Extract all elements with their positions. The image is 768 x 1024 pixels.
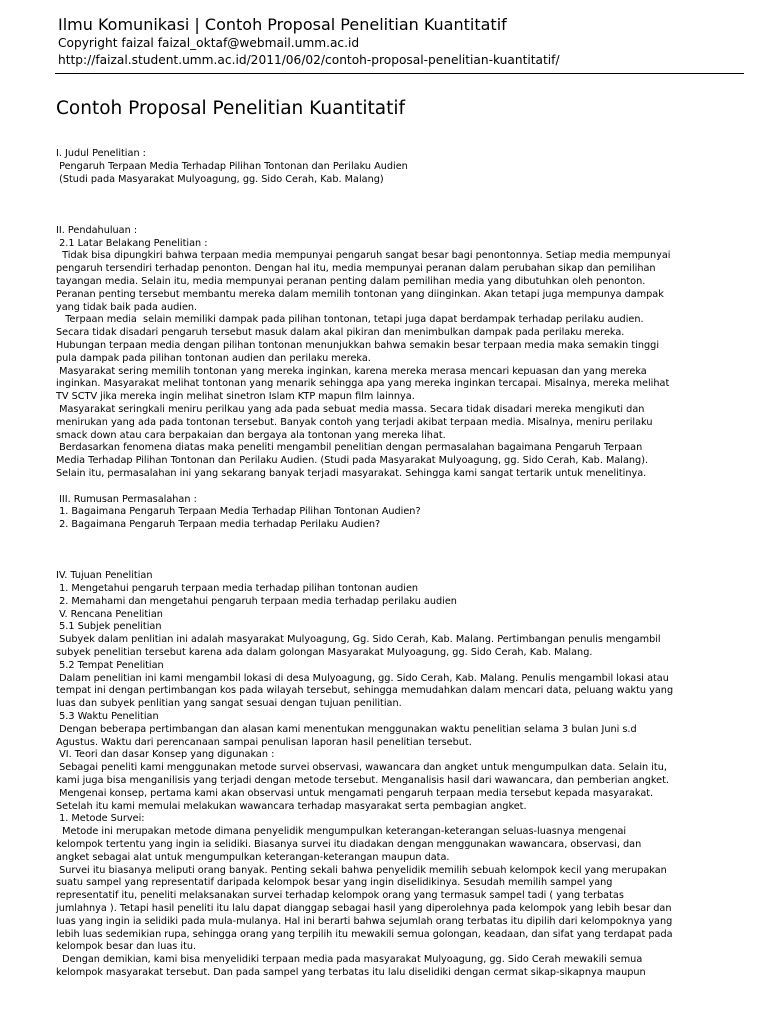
body-line: kami juga bisa menganilisis yang terjadi dengan metode tersebut. Menganalisis hasil dari wawancara, dan pemberian angket.: [56, 775, 669, 787]
blank-line: [56, 558, 718, 571]
body-line: 5.3 Waktu Penelitian: [56, 711, 159, 723]
body-line: smack down atau cara berpakaian dan bergaya ala tontonan yang mereka lihat.: [56, 429, 446, 441]
body-line: I. Judul Penelitian :: [56, 148, 146, 159]
blank-line: [56, 186, 718, 199]
body-line: V. Rencana Penelitian: [56, 608, 163, 620]
body-line: luas dan subyek penlitian yang sangat sesuai dengan tujuan penilitian.: [56, 698, 402, 710]
body-line: III. Rumusan Permasalahan :: [56, 493, 197, 505]
body-line: suatu sampel yang representatif daripada kelompok besar yang ingin diselidikinya. Sesudah memilih sampel yang: [56, 877, 613, 889]
body-line: Subyek dalam penlitian ini adalah masyarakat Mulyoagung, Gg. Sido Cerah, Kab. Malang. Pertimbangan penulis mengambil: [56, 634, 661, 646]
body-line: subyek penelitian tersebut karena ada dalam golongan Masyarakat Mulyoagung, gg. Sido Cerah, Kab. Malang.: [56, 647, 593, 659]
body-line: Agustus. Waktu dari perencanaan sampai penulisan laporan hasil penelitian tersebut.: [56, 736, 472, 748]
body-line: Dengan beberapa pertimbangan dan alasan kami menentukan menggunakan waktu penelitian selama 3 bulan Juni s.d: [56, 723, 637, 735]
body-line: angket sebagai alat untuk mengumpulkan keterangan-keterangan maupun data.: [56, 851, 450, 863]
body-line: Secara tidak disadari pengaruh tersebut masuk dalam akal pikiran dan menimbulkan dampak pada perilaku mereka.: [56, 327, 625, 339]
body-line: kelompok besar dan luas itu.: [56, 941, 197, 953]
body-line: Hubungan terpaan media dengan pilihan tontonan menunjukkan bahwa semakin besar terpaan media maka semakin tinggi: [56, 339, 660, 351]
body-line: Survei itu biasanya meliputi orang banyak. Penting sekali bahwa penyelidik memilih sebuah kelompok kecil yang merupakan: [56, 864, 667, 876]
body-line: II. Pendahuluan :: [56, 224, 138, 236]
body-line: IV. Tujuan Penelitian: [56, 570, 153, 582]
blank-line: [56, 481, 718, 494]
blank-line: [56, 212, 718, 225]
body-line: Metode ini merupakan metode dimana penyelidik mengumpulkan keterangan-keterangan seluas-luasnya mengenai: [56, 826, 627, 838]
body-line: Dalam penelitian ini kami mengambil lokasi di desa Mulyoagung, gg. Sido Cerah, Kab. Malang. Penulis mengambil lokasi atau: [56, 672, 669, 684]
blank-line: [56, 199, 718, 212]
blank-line: [56, 532, 718, 545]
source-url[interactable]: http://faizal.student.umm.ac.id/2011/06/02/contoh-proposal-penelitian-kuantitatif/: [58, 53, 560, 67]
body-line: inginkan. Masyarakat melihat tontonan yang menarik sehingga apa yang mereka inginkan tercapai. Misalnya, mereka melihat: [56, 378, 670, 390]
body-line: 5.1 Subjek penelitian: [56, 621, 162, 633]
body-line: 2.1 Latar Belakang Penelitian :: [56, 237, 208, 249]
body-line: TV SCTV jika mereka ingin melihat sinetron Islam KTP mapun film lainnya.: [56, 391, 415, 403]
body-line: 1. Mengetahui pengaruh terpaan media terhadap pilihan tontonan audien: [56, 583, 419, 595]
body-line: luas yang ingin ia selidiki pada mula-mulanya. Hal ini berarti bahwa sejumlah orang terbatas itu dipilih dari kelompoknya yang: [56, 915, 673, 927]
body-line: Pengaruh Terpaan Media Terhadap Pilihan Tontonan dan Perilaku Audien: [56, 160, 408, 172]
body-line: 1. Metode Survei:: [56, 813, 145, 825]
body-line: jumlahnya ). Tetapi hasil peneliti itu lalu dapat dianggap sebagai hasil yang diperolehnya pada kelompok yang lebih besar dan: [56, 903, 672, 915]
body-line: 1. Bagaimana Pengaruh Terpaan Media Terhadap Pilihan Tontonan Audien?: [56, 506, 421, 518]
body-line: kelompok masyarakat tersebut. Dan pada sampel yang terbatas itu lalu diselidiki dengan cermat sikap-sikapnya maupun: [56, 967, 646, 978]
body-line: 2. Memahami dan mengetahui pengaruh terpaan media terhadap perilaku audien: [56, 595, 457, 607]
body-line: Sebagai peneliti kami menggunakan metode survei observasi, wawancara dan angket untuk mengumpulkan data. Selain itu,: [56, 762, 667, 774]
copyright-line: Copyright faizal faizal_oktaf@webmail.umm.ac.id: [58, 36, 360, 50]
body-line: 5.2 Tempat Penelitian: [56, 659, 164, 671]
body-line: Dengan demikian, kami bisa menyelidiki terpaan media pada masyarakat Mulyoagung, gg. Sido Cerah mewakili semua: [56, 954, 643, 966]
body-line: kelompok tertentu yang ingin ia selidiki. Biasanya survei itu diadakan dengan menggunakan wawancara, observasi, dan: [56, 839, 642, 851]
body-line: Setelah itu kami memulai melakukan wawancara terhadap masyarakat serta pembagian angket.: [56, 800, 527, 812]
header-divider: [55, 73, 744, 74]
page-header: [58, 15, 738, 69]
body-line: tayangan media. Selain itu, media mempunyai peranan penting dalam pemilihan media yang dibutuhkan oleh penonton.: [56, 275, 646, 287]
body-line: Berdasarkan fenomena diatas maka peneliti mengambil penelitian dengan permasalahan bagaimana Pengaruh Terpaan: [56, 442, 643, 454]
body-line: Media Terhadap Pilihan Tontonan dan Perilaku Audien. (Studi pada Masyarakat Mulyoagung, gg. Sido Cerah, Kab. Malang).: [56, 455, 649, 467]
body-line: Masyarakat seringkali meniru perilkau yang ada pada sebuat media massa. Secara tidak disadari mereka mengikuti dan: [56, 403, 645, 415]
body-line: pengaruh tersendiri terhadap penonton. Dengan hal itu, media mempunyai peranan dalam perubahan sikap dan pemilihan: [56, 263, 656, 275]
body-line: Tidak bisa dipungkiri bahwa terpaan media mempunyai pengaruh sangat besar bagi penontonnya. Setiap media mempunyai: [56, 250, 671, 262]
blank-line: [56, 545, 718, 558]
body-line: lebih luas sedemikian rupa, sehingga orang yang terpilih itu mewakili semua golongan, keadaan, dan sifat yang terdapat pada: [56, 928, 673, 940]
body-line: (Studi pada Masyarakat Mulyoagung, gg. Sido Cerah, Kab. Malang): [56, 173, 384, 185]
body-line: Peranan penting tersebut membantu mereka dalam memilih tontonan yang diinginkan. Akan tetapi juga mempunya dampak: [56, 288, 664, 300]
body-line: yang tidak baik pada audien.: [56, 301, 198, 313]
document-title: Contoh Proposal Penelitian Kuantitatif: [56, 98, 406, 119]
body-line: pula dampak pada pilihan tontonan audien dan perilaku mereka.: [56, 352, 371, 364]
body-line: Terpaan media selain memiliki dampak pada pilihan tontonan, tetapi juga dapat berdampak terhadap perilaku audien.: [56, 314, 644, 326]
body-line: menirukan yang ada pada tontonan tersebut. Banyak contoh yang terjadi akibat terpaan media. Misalnya, meniru perilaku: [56, 416, 653, 428]
body-line: Mengenai konsep, pertama kami akan observasi untuk mengamati pengaruh terpaan media tersebut kepada masyarakat.: [56, 787, 654, 799]
body-line: representatif itu, peneliti melaksanakan survei terhadap kelompok orang yang termasuk sampel tadi ( yang terbatas: [56, 890, 624, 902]
body-line: 2. Bagaimana Pengaruh Terpaan media terhadap Perilaku Audien?: [56, 519, 381, 531]
body-line: VI. Teori dan dasar Konsep yang digunakan :: [56, 749, 275, 761]
body-line: Masyarakat sering memilih tontonan yang mereka inginkan, karena mereka merasa mencari kepuasan dan yang mereka: [56, 365, 647, 377]
document-body: [56, 148, 718, 980]
body-line: tempat ini dengan pertimbangan kos pada wilayah tersebut, sehingga memudahkan dalam mencari data, peluang waktu yang: [56, 685, 674, 697]
body-line: Selain itu, permasalahan ini yang sekarang banyak terjadi masyarakat. Sehingga kami sangat tertarik untuk menelitinya.: [56, 467, 647, 479]
site-title: Ilmu Komunikasi | Contoh Proposal Penelitian Kuantitatif: [58, 15, 507, 34]
